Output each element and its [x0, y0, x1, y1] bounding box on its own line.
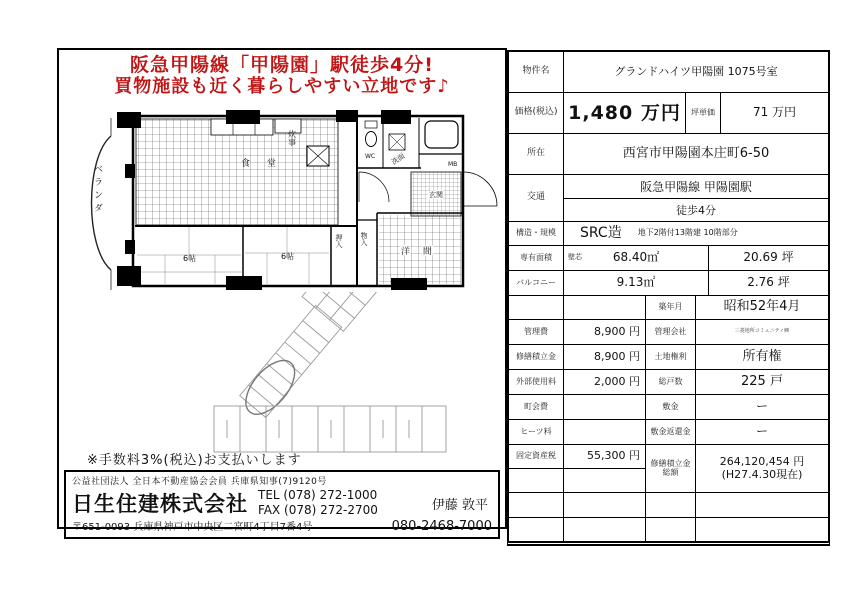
oshiire-label: 押入 — [335, 234, 343, 248]
cell-price: 1,480 万円 — [564, 93, 686, 133]
cell-value: 三菱地所コミュニティ㈱ — [734, 328, 790, 335]
cell-value: ー — [755, 424, 768, 439]
cell-empty — [646, 493, 696, 517]
area-method: 壁芯 — [568, 253, 582, 262]
cell-value: 所有権 — [742, 348, 782, 364]
cell-area — [564, 246, 709, 270]
company-box — [64, 470, 500, 539]
cell-label: 敷金 — [646, 395, 696, 419]
row-external-fee — [509, 370, 828, 395]
cell-empty — [509, 296, 564, 319]
cell-empty — [564, 493, 646, 517]
tax-subrow — [509, 445, 646, 469]
cell-label: 管理費 — [509, 320, 564, 344]
cell-value: 8,900 円 — [564, 320, 646, 344]
cell-value: ー — [755, 399, 768, 414]
cell-value: 2.76 坪 — [747, 275, 790, 290]
headline-line2: 買物施設も近く暮らしやすい立地です♪ — [114, 75, 450, 97]
cell-label: 築年月 — [646, 296, 696, 319]
cell-empty — [564, 296, 646, 319]
row-property-tax — [509, 445, 828, 493]
cell-empty — [564, 469, 646, 492]
row-area — [509, 246, 828, 271]
cell-label: 物件名 — [509, 52, 564, 92]
cell-label: 敷金返還金 — [646, 420, 696, 444]
transport-stack — [564, 175, 828, 221]
row-transport — [509, 175, 828, 222]
fax: FAX (078) 272-2700 — [258, 503, 378, 517]
tax-subrow-empty — [509, 469, 646, 492]
tatami-left-label: 6帖 — [183, 254, 197, 263]
cell-label: 価格(税込) — [509, 93, 564, 133]
entry-door-arc — [463, 172, 497, 206]
row-empty-1 — [509, 493, 828, 518]
veranda-label: ベランダ — [92, 164, 102, 216]
cell-label: 専有面積 — [509, 246, 564, 270]
repair-total: 264,120,454 円 — [719, 455, 805, 469]
cell-empty — [509, 469, 564, 492]
tatami-mat-lines — [135, 227, 329, 284]
cell-label: 固定資産税 — [509, 445, 564, 468]
row-location — [509, 134, 828, 175]
agent-mobile: 080-2468-7000 — [391, 519, 492, 534]
cell-label: 交通 — [509, 175, 564, 221]
tel-fax — [258, 488, 378, 518]
washroom-label: 洗面 — [390, 151, 407, 167]
tel: TEL (078) 272-1000 — [258, 488, 378, 502]
cell-label: 修繕積立金 — [509, 345, 564, 369]
wc-label: WC — [365, 153, 376, 160]
left-flyer-panel — [57, 48, 507, 534]
fee-note: ※手数料3%(税込)お支払いします — [87, 453, 302, 468]
dining-label: 食 堂 — [241, 159, 283, 169]
tatami-right-label: 6帖 — [281, 252, 295, 261]
company-name: 日生住建株式会社 — [72, 492, 248, 516]
cell-value: 8,900 円 — [564, 345, 646, 369]
toilet-tank — [365, 121, 377, 128]
row-balcony — [509, 271, 828, 296]
agent-name: 伊藤 敦平 — [431, 497, 488, 513]
cell-empty — [696, 493, 828, 517]
transport-line: 阪急甲陽線 甲陽園駅 — [564, 175, 828, 199]
floor-plan — [61, 106, 501, 298]
lower-block-sketch — [214, 406, 446, 452]
bathtub — [425, 121, 458, 148]
site-sketch — [192, 292, 472, 462]
cell-value: 昭和52年4月 — [723, 299, 801, 315]
association-line: 公益社団法人 全日本不動産協会会員 兵庫県知事(7)9120号 — [72, 477, 327, 487]
hall-door-arc — [359, 172, 389, 202]
row-structure — [509, 222, 828, 246]
row-repair-fund — [509, 345, 828, 370]
row-price — [509, 93, 828, 134]
row-town-fee — [509, 395, 828, 420]
genkan-label: 玄関 — [429, 191, 443, 199]
row-heats-fee — [509, 420, 828, 445]
cell-label: 構造・規模 — [509, 222, 564, 245]
cell-value: 9.13㎡ — [564, 271, 709, 295]
cell-structure — [564, 222, 828, 245]
cell-label: バルコニー — [509, 271, 564, 295]
cell-value — [564, 420, 646, 444]
row-mgmt-fee — [509, 320, 828, 345]
cell-value: 西宮市甲陽園本庄町6-50 — [622, 145, 770, 161]
cell-value: 225 戸 — [741, 373, 783, 389]
cell-empty — [564, 518, 646, 541]
cell-value: 2,000 円 — [564, 370, 646, 394]
cell-value: 20.69 坪 — [743, 250, 794, 265]
cell-label: 総戸数 — [646, 370, 696, 394]
structure-detail: 地下2階付13階建 10階部分 — [637, 228, 738, 238]
monoire-label: 物入 — [360, 232, 368, 246]
tower-sketch — [224, 292, 377, 425]
tax-stack — [509, 445, 646, 492]
toilet-bowl — [366, 132, 377, 147]
headline-line1: 阪急甲陽線「甲陽園」駅徒歩4分! — [130, 54, 434, 76]
cell-label: 修繕積立金総額 — [646, 445, 696, 492]
cell-empty — [509, 518, 564, 541]
cell-value: 71 万円 — [752, 105, 797, 120]
kitchen-label: 炊事 — [287, 130, 297, 146]
cell-value: 55,300 円 — [564, 445, 646, 468]
spec-table — [507, 50, 830, 546]
structure-type: SRC造 — [580, 224, 622, 241]
cell-label: ヒーツ料 — [509, 420, 564, 444]
row-built — [509, 296, 828, 320]
cell-label: 坪単価 — [686, 93, 721, 133]
cell-empty — [509, 493, 564, 517]
cell-label: 外部使用料 — [509, 370, 564, 394]
headline — [59, 55, 505, 98]
western-room-label: 洋 間 — [401, 247, 437, 257]
cell-value: グランドハイツ甲陽園 1075号室 — [614, 64, 778, 78]
cell-label: 所在 — [509, 134, 564, 174]
repair-total-note: (H27.4.30現在) — [721, 467, 803, 481]
address-row — [72, 518, 492, 534]
cell-value — [564, 395, 646, 419]
transport-walk: 徒歩4分 — [676, 204, 716, 217]
cell-label: 町会費 — [509, 395, 564, 419]
cell-label: 土地権利 — [646, 345, 696, 369]
cell-repair-total — [696, 445, 828, 492]
company-address: 〒651-0093 兵庫県神戸市中央区二宮町4丁目7番4号 — [72, 522, 313, 533]
meter-box-label: MB — [448, 161, 458, 168]
cell-empty — [646, 518, 696, 541]
row-property-name — [509, 52, 828, 93]
cell-label: 管理会社 — [646, 320, 696, 344]
cell-empty — [696, 518, 828, 541]
area-sqm: 68.40㎡ — [612, 250, 660, 265]
row-empty-2 — [509, 518, 828, 541]
company-row — [72, 488, 492, 518]
